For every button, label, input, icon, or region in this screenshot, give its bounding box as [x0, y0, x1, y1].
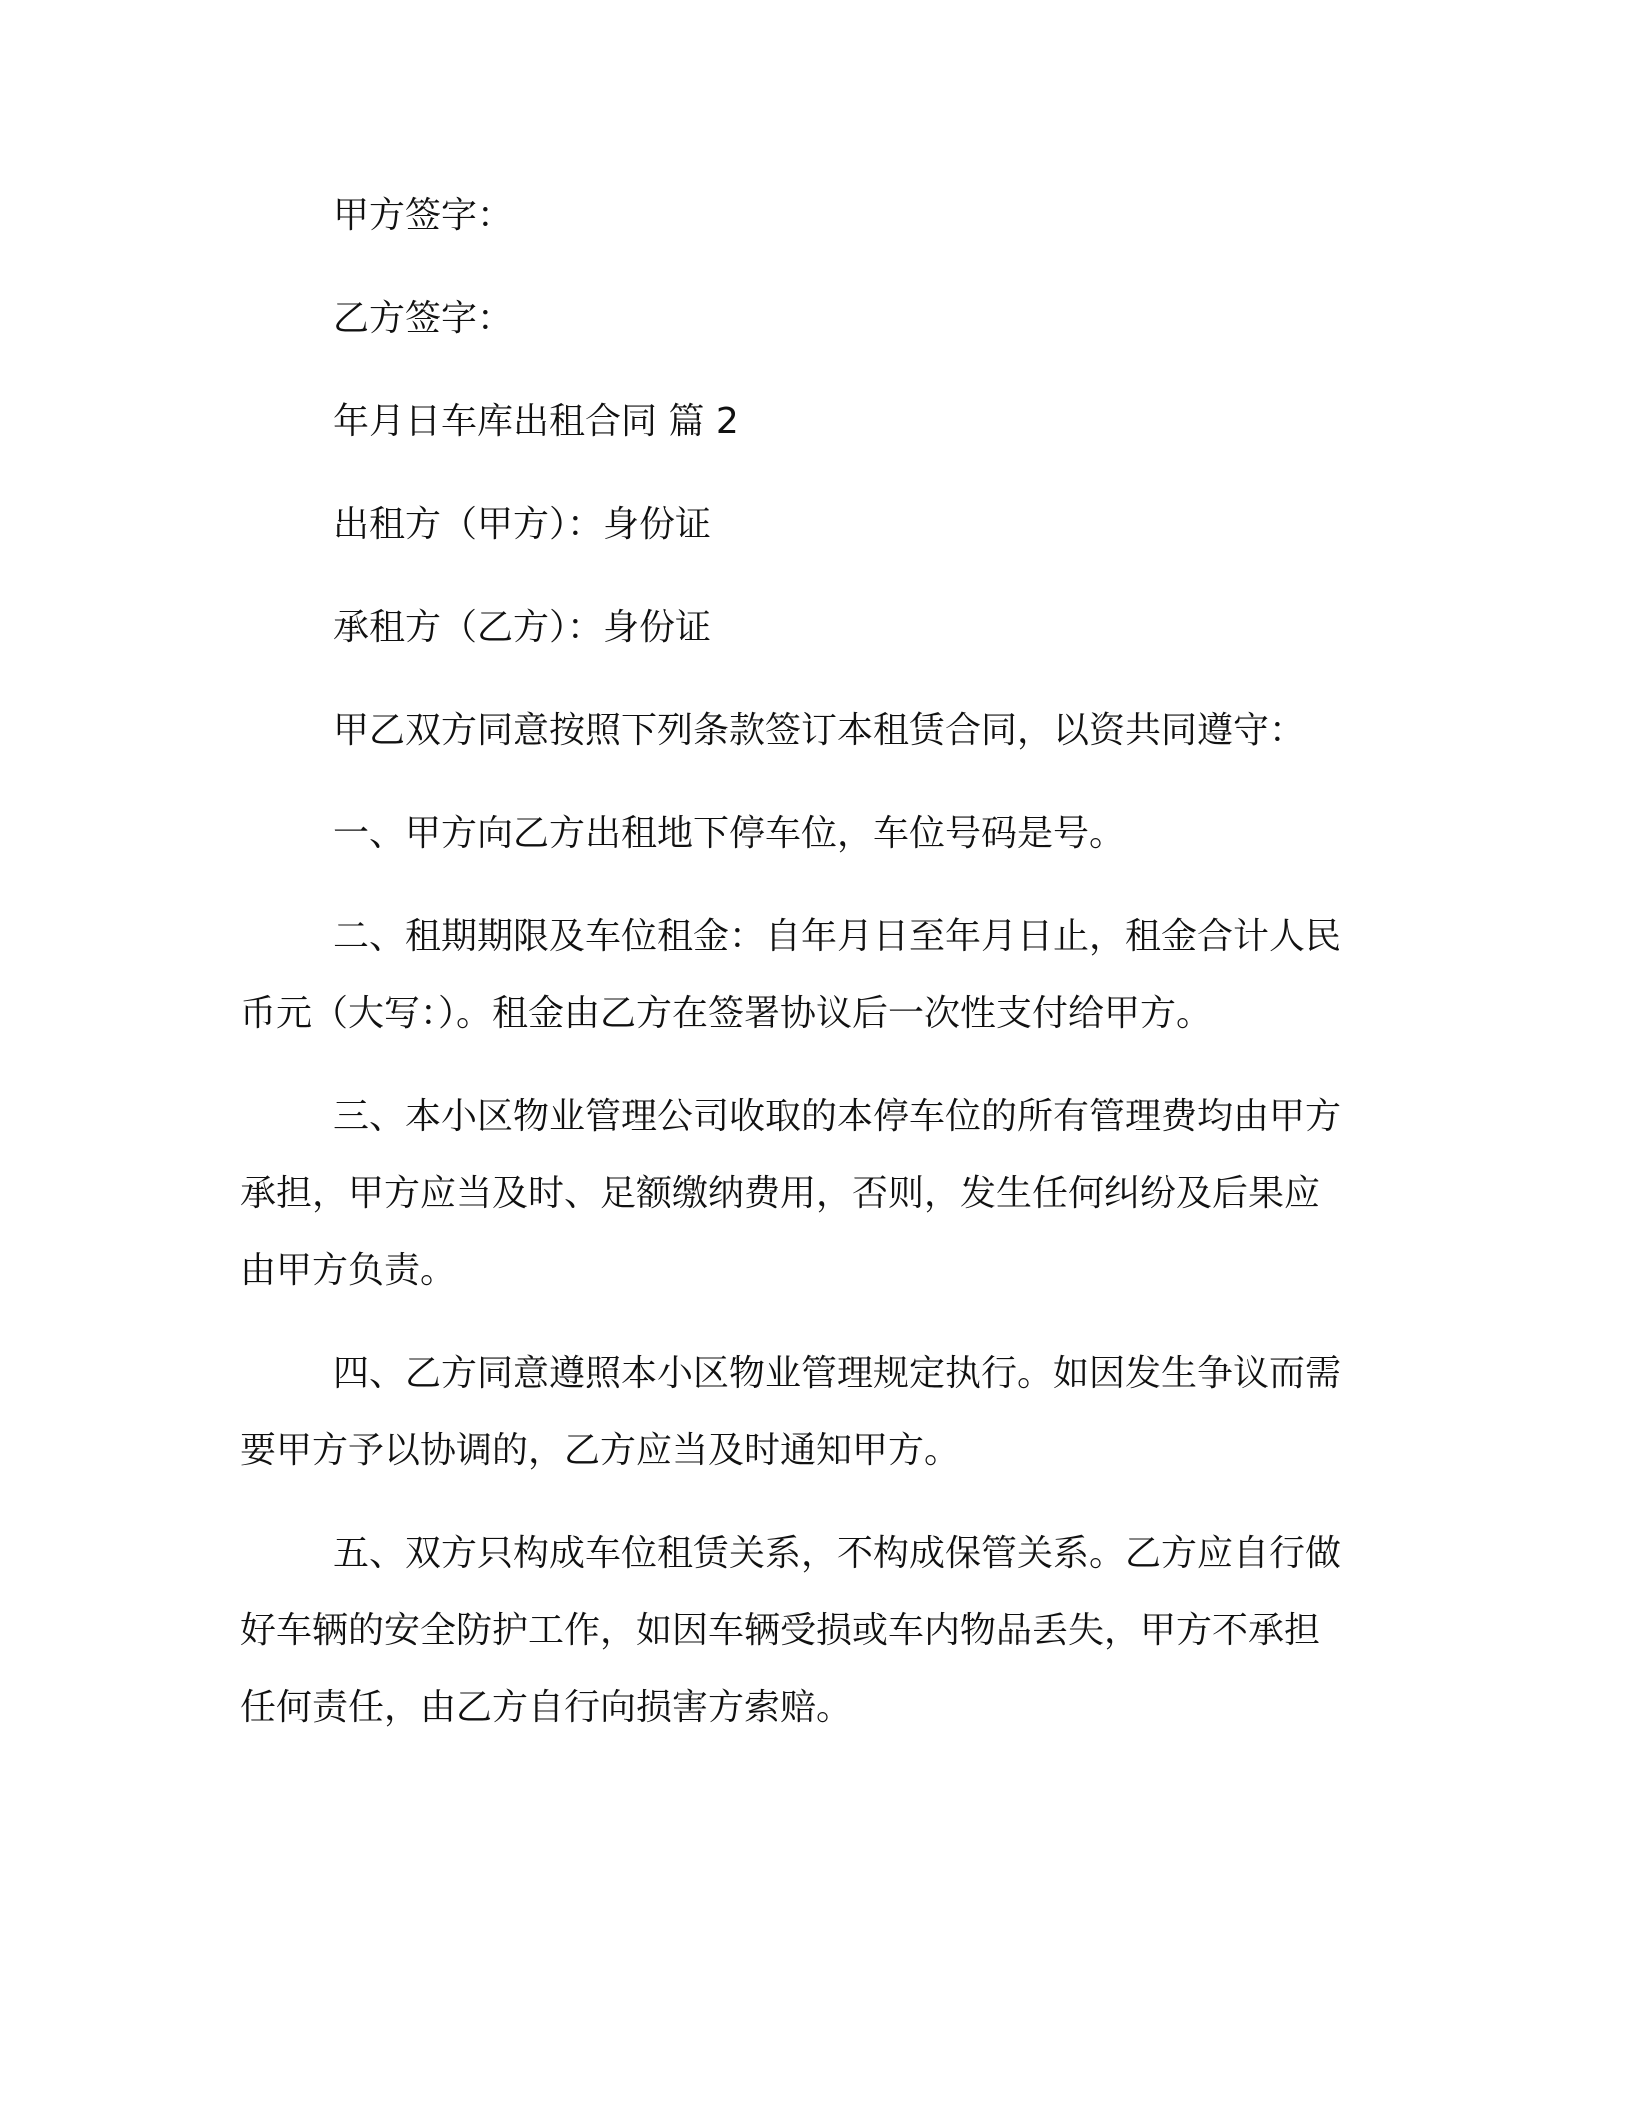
agreement-intro: 甲乙双方同意按照下列条款签订本租赁合同，以资共同遵守： — [333, 710, 1306, 751]
clause-3-line-1: 三、本小区物业管理公司收取的本停车位的所有管理费均由甲方 — [333, 1096, 1342, 1137]
clause-5-line-3: 任何责任，由乙方自行向损害方索赔。 — [240, 1687, 853, 1728]
party-a-signature-line: 甲方签字： — [333, 195, 514, 236]
clause-4-line-1: 四、乙方同意遵照本小区物业管理规定执行。如因发生争议而需 — [333, 1353, 1342, 1394]
lessor-line: 出租方（甲方）：身份证 — [333, 504, 712, 545]
clause-5-line-2: 好车辆的安全防护工作，如因车辆受损或车内物品丢失，甲方不承担 — [240, 1610, 1321, 1651]
clause-2-line-1: 二、租期期限及车位租金：自年月日至年月日止，租金合计人民 — [333, 916, 1342, 957]
clause-4-line-2: 要甲方予以协调的，乙方应当及时通知甲方。 — [240, 1430, 961, 1471]
clause-1: 一、甲方向乙方出租地下停车位，车位号码是号。 — [333, 813, 1126, 854]
clause-3-line-3: 由甲方负责。 — [240, 1250, 457, 1291]
clause-3-line-2: 承担，甲方应当及时、足额缴纳费用，否则，发生任何纠纷及后果应 — [240, 1173, 1321, 1214]
clause-5-line-1: 五、双方只构成车位租赁关系，不构成保管关系。乙方应自行做 — [333, 1533, 1342, 1574]
lessee-line: 承租方（乙方）：身份证 — [333, 607, 712, 648]
section-heading: 年月日车库出租合同 篇 2 — [333, 401, 739, 442]
clause-2-line-2: 币元（大写：）。租金由乙方在签署协议后一次性支付给甲方。 — [240, 993, 1213, 1034]
party-b-signature-line: 乙方签字： — [333, 298, 514, 339]
